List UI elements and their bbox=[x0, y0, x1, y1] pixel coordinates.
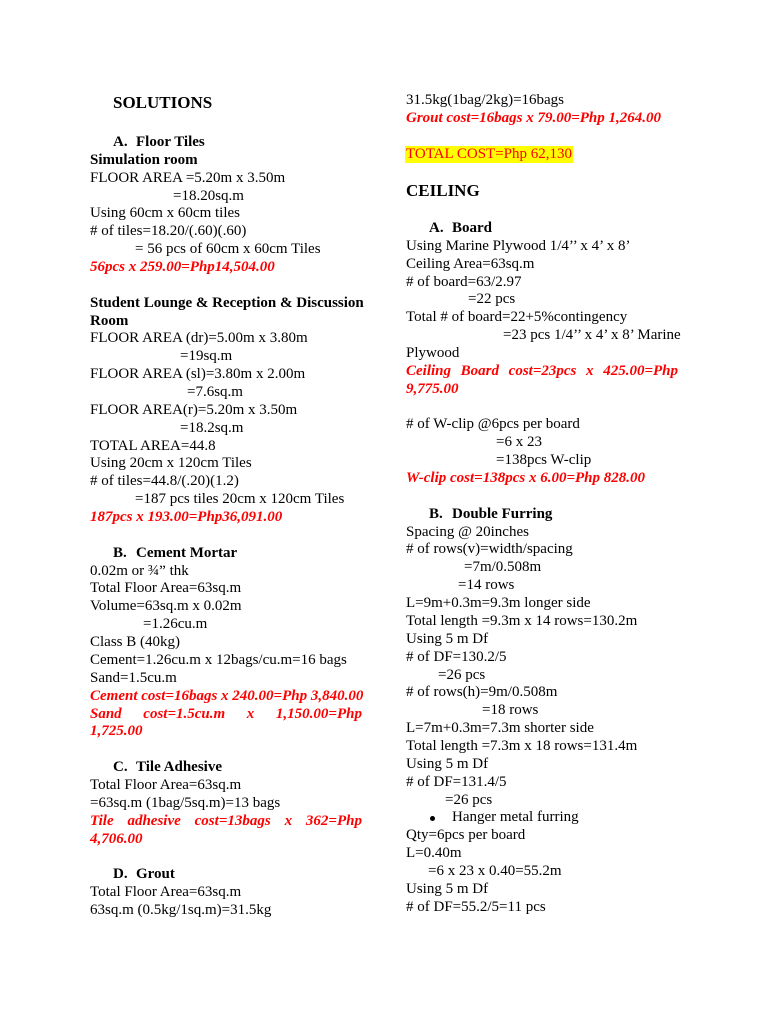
cost-line: 9,775.00 bbox=[406, 380, 459, 397]
calc-line: Qty=6pcs per board bbox=[406, 827, 526, 844]
calc-line: =23 pcs 1/4’’ x 4’ x 8’ Marine bbox=[503, 327, 681, 344]
calc-line: # of rows(v)=width/spacing bbox=[406, 541, 573, 558]
calc-line: Ceiling Area=63sq.m bbox=[406, 255, 535, 272]
calc-line: TOTAL AREA=44.8 bbox=[90, 437, 216, 454]
list-marker: A. bbox=[429, 220, 444, 237]
board-heading bbox=[406, 220, 679, 238]
calc-line: Total Floor Area=63sq.m bbox=[90, 776, 242, 793]
list-marker: D. bbox=[113, 866, 128, 883]
total-cost-row bbox=[406, 146, 679, 164]
calc-line: =138pcs W-clip bbox=[496, 452, 592, 469]
calc-line: =63sq.m (1bag/5sq.m)=13 bags bbox=[90, 794, 281, 811]
calc-line: =18 rows bbox=[482, 702, 539, 719]
calc-line: Using 5 m Df bbox=[406, 755, 489, 772]
bullet-item bbox=[406, 809, 679, 827]
calc-line: # of W-clip @6pcs per board bbox=[406, 416, 580, 433]
calc-line: # of DF=55.2/5=11 pcs bbox=[406, 898, 546, 915]
calc-line: Total Floor Area=63sq.m bbox=[90, 580, 242, 597]
list-marker: A. bbox=[113, 134, 128, 150]
cost-line: Cement cost=16bags x 240.00=Php 3,840.00 bbox=[90, 687, 364, 704]
calc-line: Using 60cm x 60cm tiles bbox=[90, 205, 240, 222]
calc-line: L=9m+0.3m=9.3m longer side bbox=[406, 595, 591, 612]
calc-line: =18.20sq.m bbox=[173, 187, 244, 204]
calc-line: L=0.40m bbox=[406, 845, 462, 862]
calc-line: FLOOR AREA(r)=5.20m x 3.50m bbox=[90, 401, 298, 418]
bullet-wrap bbox=[429, 809, 452, 827]
calc-line: Total length =7.3m x 18 rows=131.4m bbox=[406, 737, 638, 754]
calc-line: FLOOR AREA (sl)=3.80m x 2.00m bbox=[90, 366, 306, 383]
bullet-label: Hanger metal furring bbox=[452, 809, 579, 826]
calc-line: =7m/0.508m bbox=[464, 559, 542, 576]
calc-line: Using 5 m Df bbox=[406, 880, 489, 897]
double-furring-heading bbox=[406, 506, 679, 524]
cost-line: 1,725.00 bbox=[90, 723, 143, 740]
calc-line: =14 rows bbox=[458, 577, 515, 594]
cost-line: Sand cost=1.5cu.m x 1,150.00=Php bbox=[90, 705, 362, 722]
list-marker: B. bbox=[113, 544, 127, 561]
heading-label: Cement Mortar bbox=[136, 544, 238, 561]
page-title: SOLUTIONS bbox=[113, 93, 213, 112]
calc-line: =6 x 23 bbox=[496, 434, 542, 451]
calc-line: FLOOR AREA (dr)=5.00m x 3.80m bbox=[90, 330, 308, 347]
tile-adhesive-heading bbox=[90, 759, 363, 777]
calc-line: # of tiles=18.20/(.60)(.60) bbox=[90, 223, 247, 240]
cost-line: W-clip cost=138pcs x 6.00=Php 828.00 bbox=[406, 470, 646, 487]
floor-tiles-heading bbox=[90, 134, 363, 152]
calc-line: =18.2sq.m bbox=[180, 419, 244, 436]
list-marker: B. bbox=[429, 505, 443, 522]
cost-line: 56pcs x 259.00=Php14,504.00 bbox=[90, 259, 275, 276]
cost-line: Ceiling Board cost=23pcs x 425.00=Php bbox=[406, 362, 678, 379]
calc-line: Sand=1.5cu.m bbox=[90, 669, 177, 686]
calc-line: # of DF=131.4/5 bbox=[406, 773, 507, 790]
cost-line: Tile adhesive cost=13bags x 362=Php bbox=[90, 812, 362, 829]
calc-line: =26 pcs bbox=[445, 791, 493, 808]
calc-line: Plywood bbox=[406, 345, 460, 362]
heading-label: Floor Tiles bbox=[136, 134, 205, 150]
calc-line: # of rows(h)=9m/0.508m bbox=[406, 684, 558, 701]
calc-line: Total length =9.3m x 14 rows=130.2m bbox=[406, 612, 638, 629]
cement-mortar-heading bbox=[90, 545, 363, 563]
heading-label: Double Furring bbox=[452, 505, 553, 522]
heading-label: Grout bbox=[136, 866, 175, 883]
heading-label: Board bbox=[452, 220, 493, 237]
calc-line: Cement=1.26cu.m x 12bags/cu.m=16 bags bbox=[90, 651, 347, 668]
calc-line: 0.02m or ¾” thk bbox=[90, 562, 189, 579]
calc-line: = 56 pcs of 60cm x 60cm Tiles bbox=[135, 241, 321, 258]
left-column bbox=[90, 134, 363, 920]
calc-line: Volume=63sq.m x 0.02m bbox=[90, 598, 242, 615]
calc-line: # of board=63/2.97 bbox=[406, 273, 522, 290]
ceiling-title: CEILING bbox=[406, 181, 480, 201]
calc-line: =7.6sq.m bbox=[187, 384, 243, 401]
calc-line: =19sq.m bbox=[180, 348, 233, 365]
calc-line: # of DF=130.2/5 bbox=[406, 648, 507, 665]
calc-line: =187 pcs tiles 20cm x 120cm Tiles bbox=[135, 491, 345, 508]
calc-line: =26 pcs bbox=[438, 666, 486, 683]
calc-line: 31.5kg(1bag/2kg)=16bags bbox=[406, 92, 565, 108]
calc-line: =1.26cu.m bbox=[143, 616, 208, 633]
calc-line: Using Marine Plywood 1/4’’ x 4’ x 8’ bbox=[406, 237, 631, 254]
calc-line: =22 pcs bbox=[468, 291, 516, 308]
calc-line: Spacing @ 20inches bbox=[406, 523, 529, 540]
simulation-room-heading: Simulation room bbox=[90, 151, 198, 168]
heading-label: Tile Adhesive bbox=[136, 759, 222, 776]
calc-line: =6 x 23 x 0.40=55.2m bbox=[428, 862, 562, 879]
calc-line: # of tiles=44.8/(.20)(1.2) bbox=[90, 473, 239, 490]
calc-line: FLOOR AREA =5.20m x 3.50m bbox=[90, 169, 286, 186]
cost-line: 4,706.00 bbox=[90, 830, 143, 847]
right-column bbox=[406, 92, 679, 917]
calc-line: Total Floor Area=63sq.m bbox=[90, 884, 242, 901]
list-marker: C. bbox=[113, 759, 128, 776]
bullet-icon bbox=[430, 816, 435, 821]
total-cost-highlight: TOTAL COST=Php 62,130 bbox=[406, 145, 573, 162]
calc-line: Total # of board=22+5%contingency bbox=[406, 309, 628, 326]
grout-heading bbox=[90, 866, 363, 884]
calc-line: L=7m+0.3m=7.3m shorter side bbox=[406, 720, 594, 737]
cost-line: Grout cost=16bags x 79.00=Php 1,264.00 bbox=[406, 109, 662, 126]
student-lounge-heading: Student Lounge & Reception & Discussion bbox=[90, 294, 364, 311]
calc-line: Using 5 m Df bbox=[406, 630, 489, 647]
student-lounge-heading: Room bbox=[90, 312, 129, 329]
calc-line: Using 20cm x 120cm Tiles bbox=[90, 455, 252, 472]
calc-line: 63sq.m (0.5kg/1sq.m)=31.5kg bbox=[90, 901, 272, 918]
cost-line: 187pcs x 193.00=Php36,091.00 bbox=[90, 509, 283, 526]
calc-line: Class B (40kg) bbox=[90, 634, 180, 651]
